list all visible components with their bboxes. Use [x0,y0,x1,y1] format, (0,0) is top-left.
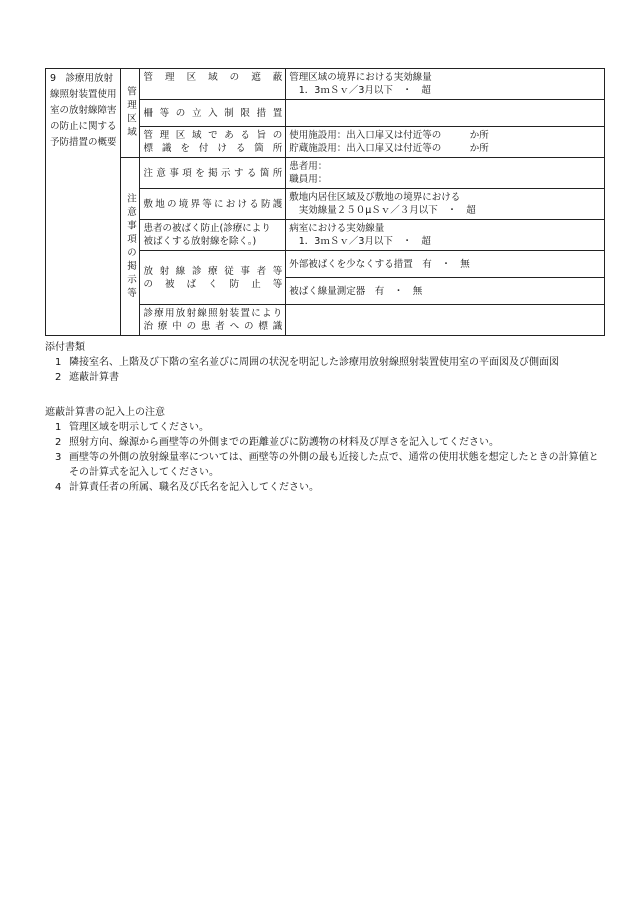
row8-label-b: 治療中の患者への標識 [143,321,283,332]
note-item-text: 計算責任者の所属、職名及び氏名を記入してください。 [69,482,319,493]
row5-line1: 敷地内居住区域及び敷地の境界における [289,192,461,203]
row7-line2: 被ばく線量測定器 有 ・ 無 [289,285,423,297]
row3-label-cell [140,127,286,158]
row1-line1: 管理区域の境界における実効線量 [289,72,432,83]
row1-label-cell [140,69,286,100]
note-item-number: 3 [55,452,62,463]
row8-label-cell [140,305,286,336]
row5-line2: 実効線量２５０μＳｖ／３月以下 ・ 超 [289,205,476,216]
row6-label-a: 患者の被ばく防止(診療により [143,223,271,234]
note-item-number: 4 [55,482,62,493]
row6-value-cell [286,220,605,251]
document [45,68,605,495]
row3-label-b: 標識を付ける箇所 [143,143,283,154]
row2-value-cell [286,100,605,127]
row6-line1: 病室における実効線量 [289,223,385,234]
note-item-text: 管理区域を明示してください。 [69,422,209,433]
row3-value-cell [286,127,605,158]
row4-line2: 職員用： [289,174,328,185]
row7-label-cell [140,251,286,305]
note-item [45,420,605,435]
row3-line1: 使用施設用：出入口扉又は付近等の か所 [289,130,489,141]
row7-label-a: 放射線診療従事者等 [143,265,283,277]
attachment-item-number: 2 [55,372,62,383]
row4-line1: 患者用： [289,161,328,172]
row2-label: 柵等の立入制限措置 [143,107,283,119]
group-kanri-cell [121,69,140,158]
note-item-text: 照射方向、線源から画壁等の外側までの距離並びに防護物の材料及び厚さを記入してください。 [69,437,499,448]
measures-table [45,68,605,336]
row6-line2: 1．3ｍＳｖ／3月以下 ・ 超 [289,236,431,247]
attachment-item [45,370,605,385]
row7-line1: 外部被ばくを少なくする措置 有 ・ 無 [289,258,470,270]
row6-label-b: 被ばくする放射線を除く。) [143,236,257,247]
section-title: 9 診療用放射線照射装置使用室の放射線障害の防止に関する予防措置の概要 [50,73,117,148]
attachments-heading: 添付書類 [45,342,85,353]
attachments-section [45,340,605,385]
group-kanri-label: 管理区域 [124,86,136,140]
row2-label-cell [140,100,286,127]
group-chui-label: 注意事項の掲示等 [124,192,136,301]
row1-label: 管理区域の遮蔽 [143,72,283,83]
row7-value-cell-a [286,251,605,278]
group-chui-cell [121,158,140,336]
section-title-cell [46,69,121,336]
note-item-number: 2 [55,437,62,448]
row4-label-cell [140,158,286,189]
note-item-number: 1 [55,422,62,433]
row4-value-cell [286,158,605,189]
row7-value-cell-b [286,278,605,305]
note-item-text: 画壁等の外側の放射線量率については、画壁等の外側の最も近接した点で、通常の使用状態を想定したときの計算値とその計算式を記入してください。 [69,452,599,478]
attachment-item-number: 1 [55,357,62,368]
notes-heading: 遮蔽計算書の記入上の注意 [45,407,165,418]
row8-label-a: 診療用放射線照射装置により [143,308,283,319]
row1-line2: 1．3ｍＳｖ／3月以下 ・ 超 [289,85,431,96]
row7-label-b: の被ばく防止等 [143,278,283,290]
row1-value-cell [286,69,605,100]
row4-label: 注意事項を掲示する箇所 [143,167,283,179]
note-item [45,450,605,480]
note-item [45,480,605,495]
note-item [45,435,605,450]
notes-section [45,405,605,495]
row3-line2: 貯蔵施設用：出入口扉又は付近等の か所 [289,143,489,154]
row8-value-cell [286,305,605,336]
row5-label-cell [140,189,286,220]
row6-label-cell [140,220,286,251]
attachment-item-text: 隣接室名、上階及び下階の室名並びに周囲の状況を明記した診療用放射線照射装置使用室の平面図及び側面図 [69,357,559,368]
row5-label: 敷地の境界等における防護 [143,198,283,210]
row3-label-a: 管理区域である旨の [143,130,283,141]
attachment-item-text: 遮蔽計算書 [69,372,119,383]
row5-value-cell [286,189,605,220]
attachment-item [45,355,605,370]
